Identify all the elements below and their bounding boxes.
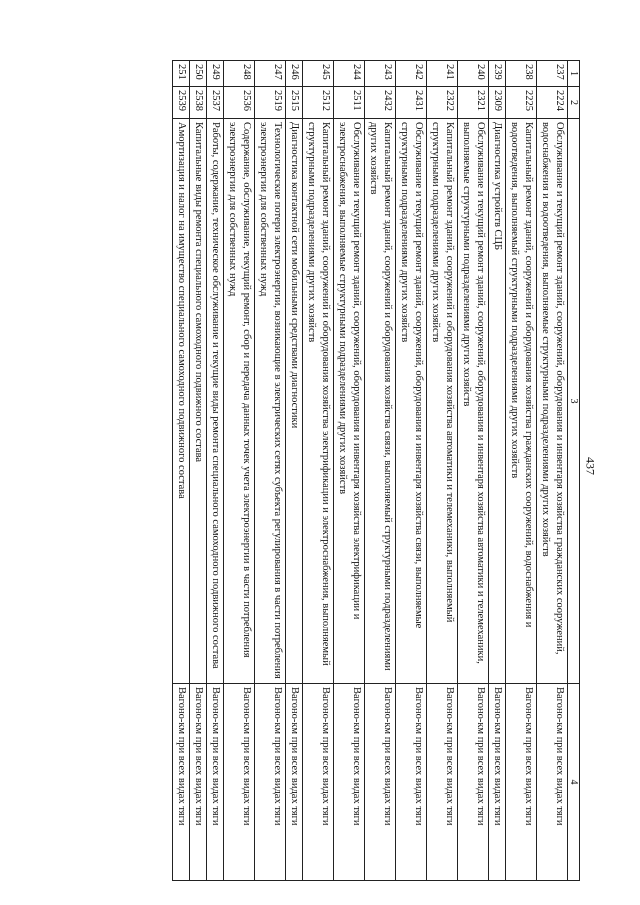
row-unit: Вагоно-км при всех видах тяги bbox=[537, 684, 568, 881]
row-description: Капитальный ремонт зданий, сооружений и оборудования хозяйства связи, выполняемый структурными подразделениями других хозяйств bbox=[365, 119, 396, 684]
row-unit: Вагоно-км при всех видах тяги bbox=[207, 684, 224, 881]
table-row bbox=[190, 61, 207, 881]
table-row bbox=[427, 61, 458, 881]
table-row bbox=[334, 61, 365, 881]
row-number: 243 bbox=[365, 61, 396, 87]
row-code: 2537 bbox=[207, 87, 224, 119]
row-unit: Вагоно-км при всех видах тяги bbox=[427, 684, 458, 881]
row-number: 245 bbox=[303, 61, 334, 87]
row-code: 2538 bbox=[190, 87, 207, 119]
row-number: 246 bbox=[286, 61, 303, 87]
row-description: Капитальный ремонт зданий, сооружений и оборудования хозяйства автоматики и телемеханики, выполняемый структурными подразделениями других хозяйств bbox=[427, 119, 458, 684]
row-number: 249 bbox=[207, 61, 224, 87]
row-code: 2309 bbox=[489, 87, 506, 119]
row-number: 240 bbox=[458, 61, 489, 87]
cost-items-table bbox=[172, 60, 580, 881]
row-unit: Вагоно-км при всех видах тяги bbox=[506, 684, 537, 881]
row-unit: Вагоно-км при всех видах тяги bbox=[173, 684, 190, 881]
row-unit: Вагоно-км при всех видах тяги bbox=[224, 684, 255, 881]
row-unit: Вагоно-км при всех видах тяги bbox=[458, 684, 489, 881]
row-number: 241 bbox=[427, 61, 458, 87]
row-unit: Вагоно-км при всех видах тяги bbox=[286, 684, 303, 881]
row-description: Диагностика устройств СЦБ bbox=[489, 119, 506, 684]
row-number: 244 bbox=[334, 61, 365, 87]
row-code: 2431 bbox=[396, 87, 427, 119]
row-number: 250 bbox=[190, 61, 207, 87]
table-row bbox=[489, 61, 506, 881]
table-row bbox=[224, 61, 255, 881]
row-description: Диагностика контактной сети мобильными средствами диагностики bbox=[286, 119, 303, 684]
row-code: 2224 bbox=[537, 87, 568, 119]
row-description: Обслуживание и текущий ремонт зданий, сооружений, оборудования и инвентаря хозяйства автоматики и телемеханики, выполняемые структурными подразделениями других хозяйств bbox=[458, 119, 489, 684]
table-row bbox=[255, 61, 286, 881]
row-unit: Вагоно-км при всех видах тяги bbox=[190, 684, 207, 881]
table-row bbox=[396, 61, 427, 881]
row-description: Содержание, обслуживание, текущий ремонт, сбор и передача данных точек учета электроэнергии в части потребления электроэнергии для собственных нужд bbox=[224, 119, 255, 684]
row-unit: Вагоно-км при всех видах тяги bbox=[365, 684, 396, 881]
row-description: Амортизация и налог на имущество специального самоходного подвижного состава bbox=[173, 119, 190, 684]
row-description: Обслуживание и текущий ремонт зданий, сооружений, оборудования и инвентаря хозяйства связи, выполняемые структурными подразделениями других хозяйств bbox=[396, 119, 427, 684]
row-code: 2322 bbox=[427, 87, 458, 119]
row-code: 2536 bbox=[224, 87, 255, 119]
row-number: 248 bbox=[224, 61, 255, 87]
row-code: 2321 bbox=[458, 87, 489, 119]
row-code: 2432 bbox=[365, 87, 396, 119]
page-number: 437 bbox=[583, 457, 598, 475]
row-description: Капитальный ремонт зданий, сооружений и оборудования хозяйства электрификации и электроснабжения, выполняемый структурными подразделениями других хозяйств bbox=[303, 119, 334, 684]
row-description: Капитальный ремонт зданий, сооружений и оборудования хозяйства гражданских сооружений, водоснабжения и водоотведения, выполняемый структурными подразделениями других хозяйств bbox=[506, 119, 537, 684]
row-unit: Вагоно-км при всех видах тяги bbox=[489, 684, 506, 881]
table-row bbox=[286, 61, 303, 881]
row-description: Обслуживание и текущий ремонт зданий, сооружений, оборудования и инвентаря хозяйства гражданских сооружений, водоснабжения и водоотведения, выполняемые структурными подразделениями других хозяйств bbox=[537, 119, 568, 684]
table-row bbox=[173, 61, 190, 881]
header-col-2: 2 bbox=[568, 87, 580, 119]
row-code: 2519 bbox=[255, 87, 286, 119]
row-number: 242 bbox=[396, 61, 427, 87]
row-code: 2512 bbox=[303, 87, 334, 119]
row-number: 238 bbox=[506, 61, 537, 87]
row-description: Обслуживание и текущий ремонт зданий, сооружений, оборудования и инвентаря хозяйства электрификации и электроснабжения, выполняемые структурными подразделениями других хозяйств bbox=[334, 119, 365, 684]
table-row bbox=[303, 61, 334, 881]
row-code: 2511 bbox=[334, 87, 365, 119]
row-unit: Вагоно-км при всех видах тяги bbox=[334, 684, 365, 881]
row-code: 2515 bbox=[286, 87, 303, 119]
table-row bbox=[506, 61, 537, 881]
row-unit: Вагоно-км при всех видах тяги bbox=[396, 684, 427, 881]
row-code: 2225 bbox=[506, 87, 537, 119]
header-col-1: 1 bbox=[568, 61, 580, 87]
row-unit: Вагоно-км при всех видах тяги bbox=[255, 684, 286, 881]
row-code: 2539 bbox=[173, 87, 190, 119]
header-col-3: 3 bbox=[568, 119, 580, 684]
header-row bbox=[568, 61, 580, 881]
row-description: Работы, содержание, техническое обслуживание и текущие виды ремонта специального самоходного подвижного состава bbox=[207, 119, 224, 684]
row-number: 251 bbox=[173, 61, 190, 87]
row-number: 239 bbox=[489, 61, 506, 87]
header-col-4: 4 bbox=[568, 684, 580, 881]
table-row bbox=[365, 61, 396, 881]
table-row bbox=[207, 61, 224, 881]
table-row bbox=[537, 61, 568, 881]
row-unit: Вагоно-км при всех видах тяги bbox=[303, 684, 334, 881]
table-row bbox=[458, 61, 489, 881]
table-body bbox=[173, 61, 568, 881]
row-number: 237 bbox=[537, 61, 568, 87]
rotated-page bbox=[15, 60, 580, 880]
row-description: Технологические потери электроэнергии, возникающие в электрических сетях субъекта регулирования в части потребления электроэнергии для собственных нужд bbox=[255, 119, 286, 684]
row-number: 247 bbox=[255, 61, 286, 87]
row-description: Капитальные виды ремонта специального самоходного подвижного состава bbox=[190, 119, 207, 684]
